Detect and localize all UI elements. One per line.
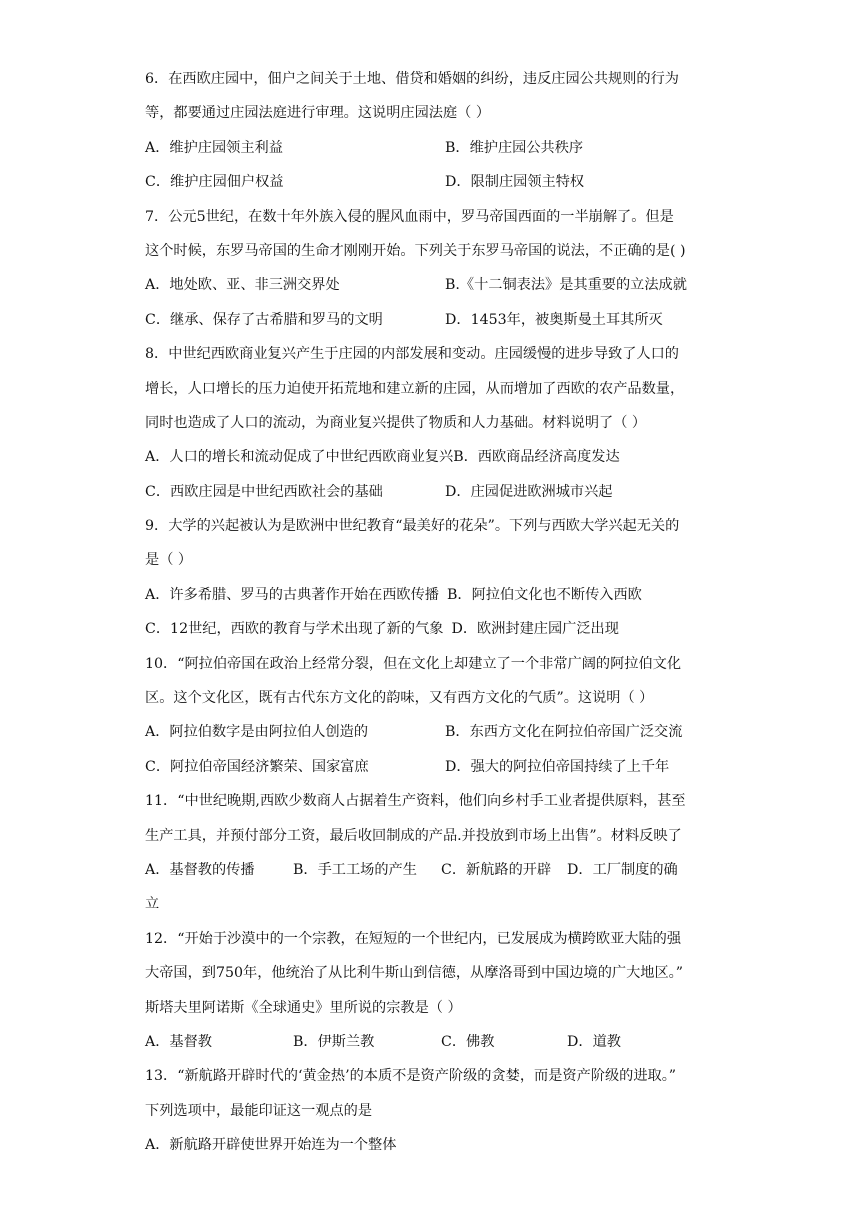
- question-text-line: 同时也造成了人口的流动，为商业复兴提供了物质和人力基础。材料说明了（ ）: [145, 414, 647, 431]
- option-row: [145, 578, 725, 612]
- option-d: D．1453年，被奥斯曼土耳其所灭: [445, 311, 663, 328]
- question-text-line: 6．在西欧庄园中，佃户之间关于土地、借贷和婚姻的纠纷，违反庄园公共规则的行为: [145, 71, 679, 87]
- question-text-line: 8．中世纪西欧商业复兴产生于庄园的内部发展和变动。庄园缓慢的进步导致了人口的: [145, 346, 679, 363]
- option-row: [145, 303, 725, 337]
- option-d: D．庄园促进欧洲城市兴起: [445, 483, 613, 500]
- option-a: A．基督教: [145, 1033, 212, 1050]
- option-d: D．道教: [567, 1033, 621, 1050]
- question-6: [145, 62, 725, 200]
- question-8: [145, 337, 725, 509]
- option-b: B.《十二铜表法》是其重要的立法成就: [445, 277, 687, 294]
- option-b: B．维护庄园公共秩序: [445, 139, 584, 156]
- option-b: B．伊斯兰教: [293, 1033, 375, 1050]
- option-row: [145, 131, 725, 165]
- option-a: A．阿拉伯数字是由阿拉伯人创造的: [145, 724, 369, 741]
- option-d-continuation: 立: [145, 896, 160, 913]
- option-row: [145, 750, 725, 784]
- question-text-line: 等，都要通过庄园法庭进行审理。这说明庄园法庭（ ）: [145, 105, 491, 122]
- question-text-line: 12．“开始于沙漠中的一个宗教，在短短的一个世纪内，已发展成为横跨欧亚大陆的强: [145, 930, 682, 947]
- question-text-line: 生产工具，并预付部分工资，最后收回制成的产品.并投放到市场上出售”。材料反映了: [145, 827, 682, 844]
- option-c: C．阿拉伯帝国经济繁荣、国家富庶: [145, 758, 369, 775]
- option-row: [145, 853, 725, 887]
- option-b: B．东西方文化在阿拉伯帝国广泛交流: [445, 724, 683, 741]
- question-9: [145, 509, 725, 647]
- option-a: A．基督教的传播: [145, 861, 255, 878]
- question-text-line: 10．“阿拉伯帝国在政治上经常分裂，但在文化上却建立了一个非常广阔的阿拉伯文化: [145, 655, 682, 672]
- question-text-line: 斯塔夫里阿诺斯《全球通史》里所说的宗教是（ ）: [145, 999, 462, 1016]
- option-row: [145, 1025, 725, 1059]
- option-row: [145, 715, 725, 749]
- option-b: B．手工工场的产生: [293, 861, 417, 878]
- question-text-line: 这个时候，东罗马帝国的生命才刚刚开始。下列关于东罗马帝国的说法，不正确的是( ): [145, 242, 686, 259]
- option-d: D．欧洲封建庄园广泛出现: [451, 621, 619, 638]
- question-text-line: 大帝国，到750年，他统治了从比利牛斯山到信德，从摩洛哥到中国边境的广大地区。”: [145, 965, 683, 982]
- question-text-line: 7．公元5世纪，在数十年外族入侵的腥风血雨中，罗马帝国西面的一半崩解了。但是: [145, 208, 674, 225]
- question-text-line: 13．“新航路开辟时代的‘黄金热’的本质不是资产阶级的贪婪，而是资产阶级的进取。”: [145, 1068, 677, 1085]
- option-b: B．阿拉伯文化也不断传入西欧: [447, 586, 642, 603]
- option-row: [145, 612, 725, 646]
- option-d: D．工厂制度的确: [567, 861, 678, 878]
- option-c: C．新航路的开辟: [441, 861, 552, 878]
- question-12: [145, 922, 725, 1060]
- option-c: C．佛教: [441, 1033, 495, 1050]
- option-row: [145, 165, 725, 199]
- question-text-line: 增长，人口增长的压力迫使开拓荒地和建立新的庄园，从而增加了西欧的农产品数量，: [145, 380, 685, 397]
- question-7: [145, 200, 725, 338]
- question-text-line: 是（ ）: [145, 552, 193, 569]
- question-13: [145, 1059, 725, 1162]
- option-c: C．维护庄园佃户权益: [145, 174, 284, 191]
- option-row: [145, 268, 725, 302]
- question-text-line: 下列选项中，最能印证这一观点的是: [145, 1102, 373, 1119]
- exam-page: [145, 62, 725, 1163]
- option-a: A．许多希腊、罗马的古典著作开始在西欧传播: [145, 586, 439, 603]
- option-c: C．继承、保存了古希腊和罗马的文明: [145, 311, 383, 328]
- option-a: A．维护庄园领主利益: [145, 139, 283, 156]
- question-text-line: 11．“中世纪晚期,西欧少数商人占据着生产资料，他们向乡村手工业者提供原料，甚至: [145, 793, 686, 810]
- question-11: [145, 784, 725, 922]
- question-text-line: 区。这个文化区，既有古代东方文化的韵味，又有西方文化的气质”。这说明（ ）: [145, 690, 654, 707]
- option-d: D．强大的阿拉伯帝国持续了上千年: [445, 758, 670, 775]
- option-a: A．地处欧、亚、非三洲交界处: [145, 277, 340, 294]
- option-row: [145, 440, 725, 474]
- option-d: D．限制庄园领主特权: [445, 174, 585, 191]
- option-a: A．新航路开辟使世界开始连为一个整体: [145, 1137, 397, 1154]
- question-10: [145, 647, 725, 785]
- option-b: B．西欧商品经济高度发达: [453, 449, 620, 466]
- option-a: A．人口的增长和流动促成了中世纪西欧商业复兴: [145, 449, 454, 466]
- option-c: C．12世纪，西欧的教育与学术出现了新的气象: [145, 621, 444, 638]
- question-text-line: 9．大学的兴起被认为是欧洲中世纪教育“最美好的花朵”。下列与西欧大学兴起无关的: [145, 518, 680, 535]
- option-c: C．西欧庄园是中世纪西欧社会的基础: [145, 483, 383, 500]
- option-row: [145, 475, 725, 509]
